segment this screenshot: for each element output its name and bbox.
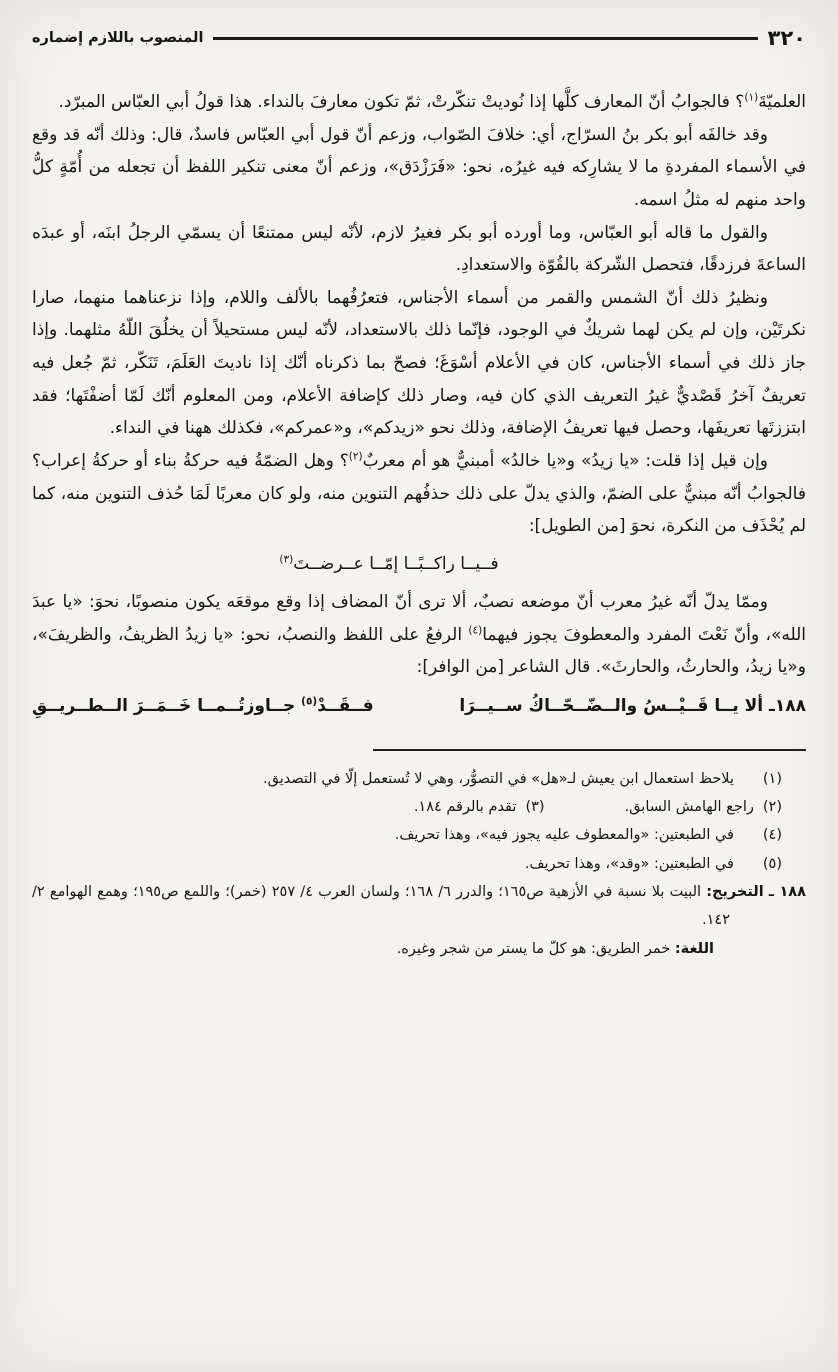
footnote-5-number: (٥) xyxy=(762,855,782,872)
footnote-lugha xyxy=(32,935,714,963)
footnotes-section xyxy=(32,765,806,963)
footnote-1-text: يلاحظ استعمال ابن يعيش لـ«هل» في التصوُّر، وهي لا تُستعمل إلّا في التصديق. xyxy=(263,770,734,787)
page-body xyxy=(32,86,806,723)
paragraph-5: وإن قيل إذا قلت: «يا زيدُ» و«يا خالدُ» أمبنيٌّ هو أم معربٌ$^{(٢)}$؟ وهل الضمّةُ فيه حركةُ بناء أو حركةُ إعراب؟ فالجوابُ أنّه مبنيٌّ على الضمّ، والذي يدلّ على ذلك حذفُهم التنوين منه، ولو كان معربًا لَمَا حُذف التنوين منه، كما لم يُحْذَف من النكرة، نحوَ [من الطويل]: xyxy=(32,450,806,537)
footnote-2 xyxy=(625,793,782,821)
paragraph-4: ونظيرُ ذلك أنّ الشمس والقمر من أسماء الأجناس، فتعرُفُهما بالألف واللام، وإذا نزعناهما منهما، صارا نكرتَيْن، وإن لم يكن لهما شريكٌ في الوجود، فإنّما ذلك بالاستعداد، لأنّه ليس مستحيلاً أن يخلُقَ اللّهُ مثلهما. وإذا جاز ذلك في أسماء الأجناس، كان في الأعلام أسْوَغَ؛ فصحّ بما ذكرناه أنّك إذا ناديتَ العَلَمَ، تَنَكّر، ثمّ جُعل فيه تعريفٌ آخرُ قَصْديٌّ غيرُ التعريف الذي كان فيه، وصار ذلك كإضافة الأعلام، ومن المعلوم أنّك لَمّا أضفْتَها؛ فقد ابتززتَها تعريفَها، وحصل فيها تعريفُ الإضافة، وذلك نحو «زيدكم»، و«عمركم»، فكذلك ههنا في النداء. xyxy=(32,287,806,439)
footnote-1 xyxy=(32,765,806,793)
footnote-3 xyxy=(414,793,545,821)
takhrij-text: البيت بلا نسبة في الأزهية ص١٦٥؛ والدرر ٦/ ١٦٨؛ ولسان العرب ٤/ ٢٥٧ (خمر)؛ واللمع ص١٩٥؛ وهمع الهوامع ٢/ ١٤٢. xyxy=(32,883,730,929)
takhrij-label: التخريج: xyxy=(706,883,764,900)
lugha-text: خمر الطريق: هو كلّ ما يستر من شجر وغيره. xyxy=(396,940,671,957)
footnote-5-text: في الطبعتين: «وقد»، وهذا تحريف. xyxy=(524,855,734,872)
footnote-3-text: تقدم بالرقم ١٨٤. xyxy=(413,799,517,816)
page-header xyxy=(32,26,806,50)
paragraph-2: وقد خالفَه أبو بكر بنُ السرّاج، أي: خلافَ الصّواب، وزعم أنّ قول أبي العبّاس فاسدٌ، قال: وذلك أنّه قد وقع في الأسماء المفردةِ ما لا يشارِكه فيه غيرُه، نحو: «فَرَزْدَق»، وزعم أنّ معنى تنكير اللفظ أن تجعله من أُمّةٍ كلُّ واحد منهم له مثلُ اسمه. xyxy=(32,124,806,210)
paragraph-6: وممّا يدلّ أنّه غيرُ معرب أنّ موضعه نصبٌ، ألا ترى أنّ المضاف إذا وقع موقعَه يكون منصوبًا، نحوَ: «يا عبدَ الله»، وأنّ نَعْتَ المفرد والمعطوفَ يجوز فيهما$^{(٤)}$ الرفعُ على اللفظ والنصبُ، نحو: «يا زيدُ الظريفُ، والظريفَ»، و«يا زيدُ، والحارثُ، والحارثَ». قال الشاعر [من الوافر]: xyxy=(32,591,806,678)
footnote-188-number: ١٨٨ ـ xyxy=(768,883,806,900)
paragraph-1: العلميّةَ$^{(١)}$؟ فالجوابُ أنّ المعارف كلَّها إذا نُوديتْ تنكّرتْ، ثمّ تكون معارفَ بالنداء. هذا قولُ أبي العبّاس المبرّد. xyxy=(58,91,806,112)
verse-hemistich-quote: فــيــا راكــبًــا إمّــا عــرضــتَ$^{(٣)}$ xyxy=(279,553,499,574)
footnote-2-3-row xyxy=(32,793,806,821)
verse-188-second-hemistich: فــقَــدْ$^{(٥)}$ جــاوزتُــمــا خَــمَــرَ الــطــريــقِ xyxy=(32,695,374,716)
footnote-1-number: (١) xyxy=(762,770,782,787)
footnote-188-takhrij xyxy=(32,878,806,935)
footnote-4-number: (٤) xyxy=(762,827,782,844)
paragraph-3: والقول ما قاله أبو العبّاس، وما أورده أبو بكر فغيرُ لازم، لأنّه ليس ممتنعًا أن يسمّي الرجلُ ابنَه، أو عبدَه الساعةَ فرزدقًا، فتحصل الشّركة بالقُوّة والاستعدادِ. xyxy=(32,222,806,276)
footnote-4 xyxy=(32,821,806,849)
running-title: المنصوب باللازم إضماره xyxy=(32,30,204,46)
footnote-separator-line xyxy=(373,749,806,751)
footnote-3-number: (٣) xyxy=(525,799,545,816)
verse-188-first-hemistich: ١٨٨ـ ألا يــا قَــيْــسُ والــضّــحّــاكُ ســيــرَا xyxy=(459,695,806,716)
footnote-5 xyxy=(32,850,806,878)
footnote-4-text: في الطبعتين: «والمعطوف عليه يجوز فيه»، وهذا تحريف. xyxy=(394,827,734,844)
lugha-label: اللغة: xyxy=(674,940,714,957)
page-number: ٣٢٠ xyxy=(767,26,806,50)
footnote-2-text: راجع الهامش السابق. xyxy=(624,799,754,816)
footnote-2-number: (٢) xyxy=(762,799,782,816)
verse-line-188 xyxy=(32,690,806,723)
header-rule-line xyxy=(213,37,757,40)
